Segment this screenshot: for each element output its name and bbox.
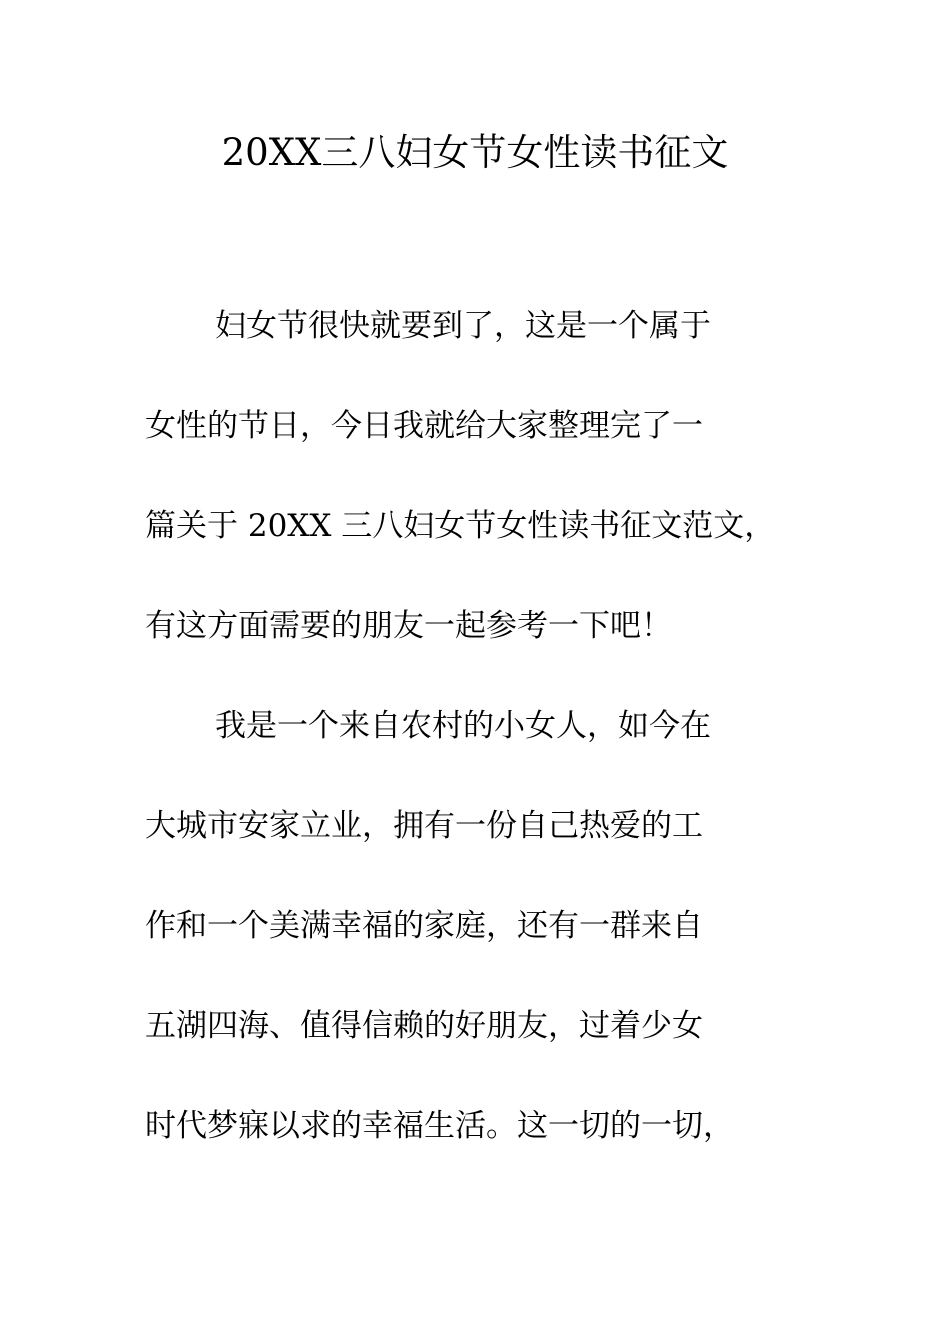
document-body xyxy=(145,300,825,1200)
paragraph-1-line-3: 篇关于 20XX 三八妇女节女性读书征文范文， xyxy=(145,508,776,544)
paragraph-2-line-3: 作和一个美满幸福的家庭，还有一群来自 xyxy=(145,908,703,944)
paragraph-1-line-4: 有这方面需要的朋友一起参考一下吧！ xyxy=(145,608,672,644)
paragraph-2-line-1: 我是一个来自农村的小女人，如今在 xyxy=(215,708,711,744)
paragraph-2-line-2: 大城市安家立业，拥有一份自己热爱的工 xyxy=(145,808,703,844)
paragraph-1-line-2: 女性的节日，今日我就给大家整理完了一 xyxy=(145,408,703,444)
document-title: 20XX三八妇女节女性读书征文 xyxy=(221,131,729,174)
paragraph-2-line-5: 时代梦寐以求的幸福生活。这一切的一切， xyxy=(145,1108,734,1144)
paragraph-1-line-1: 妇女节很快就要到了，这是一个属于 xyxy=(215,308,711,344)
paragraph-2-line-4: 五湖四海、值得信赖的好朋友，过着少女 xyxy=(145,1008,703,1044)
